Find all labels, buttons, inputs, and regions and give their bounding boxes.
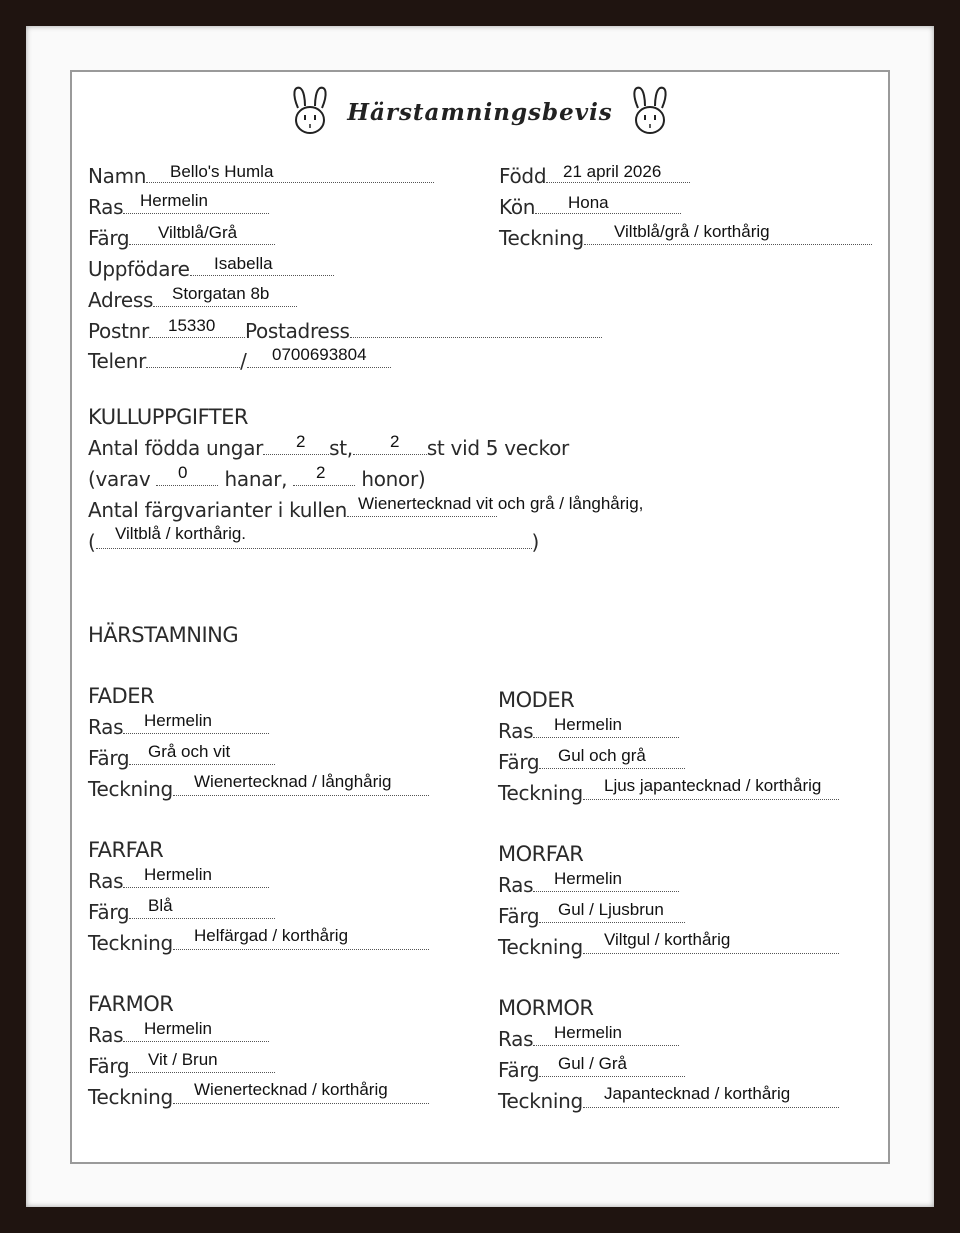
moder-teckning-value: Ljus japantecknad / korthårig [604,776,822,795]
honor-value: 2 [316,463,326,482]
farg-value: Viltblå/Grå [158,223,238,242]
close-paren: ) [531,530,540,554]
namn-value: Bello's Humla [170,162,274,181]
st-vid-label: st vid 5 veckor [426,436,569,460]
teckning-value: Viltblå/grå / korthårig [614,222,770,241]
farfar-heading: FARFAR [88,838,164,862]
open-paren: ( [88,530,96,554]
morfar-teckning-label: Teckning [498,935,583,959]
farfar-farg-value: Blå [148,896,173,915]
farfar-farg-row [88,900,275,924]
postnr-label: Postnr [88,319,149,343]
morfar-farg-label: Färg [498,904,540,928]
bunny-icon-left [288,84,332,140]
fader-teckning-label: Teckning [88,777,173,801]
moder-ras-value: Hermelin [554,715,623,734]
moder-ras-label: Ras [498,719,534,743]
fodd-label: Född [499,164,547,188]
kon-value: Hona [568,193,609,212]
farmor-farg-label: Färg [88,1054,130,1078]
fargvarianter-label: Antal färgvarianter i kullen [88,498,348,522]
ras-value: Hermelin [140,191,209,210]
fargvarianter-value-1: Wienertecknad vit och grå / långhårig, [358,494,644,513]
telenr-value: 0700693804 [272,345,367,364]
antal-fodda-label: Antal födda ungar [88,436,264,460]
ras-label: Ras [88,195,124,219]
fodd-value: 21 april 2026 [563,162,662,181]
fader-ras-value: Hermelin [144,711,213,730]
hanar-label: hanar, [224,467,288,491]
varav-label: (varav [88,467,151,491]
postnr-row [88,319,602,343]
farg-label: Färg [88,226,130,250]
moder-teckning-label: Teckning [498,781,583,805]
mormor-farg-label: Färg [498,1058,540,1082]
moder-heading: MODER [498,688,575,712]
mormor-teckning-label: Teckning [498,1089,583,1113]
antal-fodda-value: 2 [296,432,306,451]
morfar-heading: MORFAR [498,842,584,866]
teckning-label: Teckning [499,226,584,250]
farfar-ras-value: Hermelin [144,865,213,884]
farmor-heading: FARMOR [88,992,174,1016]
mormor-farg-value: Gul / Grå [558,1054,627,1073]
telenr-line-1 [146,353,240,368]
farfar-ras-label: Ras [88,869,124,893]
mormor-ras-value: Hermelin [554,1023,623,1042]
telenr-slash: / [240,349,247,373]
farfar-teckning-value: Helfärgad / korthårig [194,926,349,945]
kon-label: Kön [499,195,536,219]
farmor-ras-label: Ras [88,1023,124,1047]
fader-farg-label: Färg [88,746,130,770]
kulluppgifter-heading: KULLUPPGIFTER [88,405,248,429]
farmor-farg-value: Vit / Brun [148,1050,218,1069]
farmor-teckning-value: Wienertecknad / korthårig [194,1080,388,1099]
farmor-ras-value: Hermelin [144,1019,213,1038]
morfar-ras-label: Ras [498,873,534,897]
honor-label: honor) [361,467,426,491]
fargvarianter-value-2: Viltblå / korthårig. [115,524,247,543]
morfar-farg-value: Gul / Ljusbrun [558,900,664,919]
moder-farg-label: Färg [498,750,540,774]
hanar-line [156,471,218,486]
hanar-value: 0 [178,463,188,482]
uppfodare-value: Isabella [214,254,273,273]
fader-heading: FADER [88,684,155,708]
morfar-teckning-value: Viltgul / korthårig [604,930,731,949]
farfar-farg-label: Färg [88,900,130,924]
fader-farg-value: Grå och vit [148,742,231,761]
farmor-teckning-label: Teckning [88,1085,173,1109]
harstamning-heading: HÄRSTAMNING [88,623,239,647]
adress-label: Adress [88,288,154,312]
document-title: Härstamningsbevis [347,98,613,126]
vid-5-veckor-value: 2 [390,432,400,451]
namn-label: Namn [88,164,147,188]
morfar-ras-value: Hermelin [554,869,623,888]
mormor-ras-label: Ras [498,1027,534,1051]
mormor-teckning-value: Japantecknad / korthårig [604,1084,791,1103]
header [0,84,960,134]
uppfodare-label: Uppfödare [88,257,190,281]
postnr-value: 15330 [168,316,216,335]
postadress-line [350,323,602,338]
bunny-icon-right [628,84,672,140]
antal-fodda-row [88,436,569,460]
fader-teckning-value: Wienertecknad / långhårig [194,772,392,791]
st-label: st, [329,436,353,460]
moder-farg-value: Gul och grå [558,746,646,765]
mormor-heading: MORMOR [498,996,594,1020]
farfar-teckning-label: Teckning [88,931,173,955]
telenr-label: Telenr [88,349,147,373]
fader-ras-label: Ras [88,715,124,739]
uppfodare-row [88,257,334,281]
postadress-label: Postadress [244,319,350,343]
varav-row [88,467,425,491]
adress-value: Storgatan 8b [172,284,270,303]
